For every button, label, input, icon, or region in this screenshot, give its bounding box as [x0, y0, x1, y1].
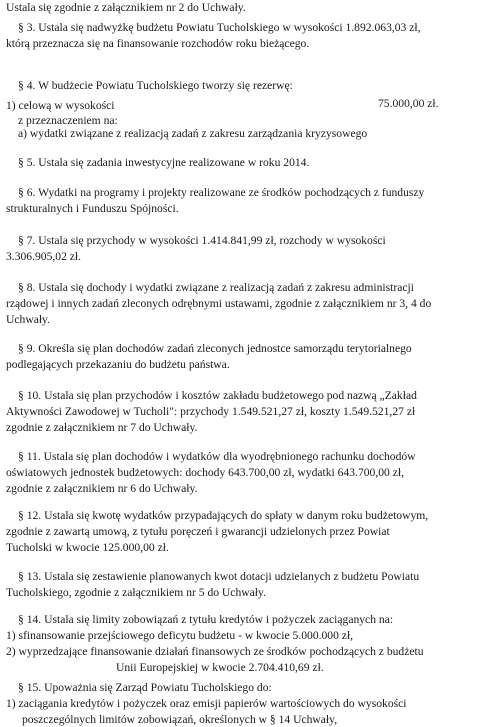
paragraph-3-line-1: § 3. Ustala się nadwyżkę budżetu Powiatu Tucholskiego w wysokości 1.892.063,03 zł, [18, 21, 421, 34]
paragraph-6-line-1: § 6. Wydatki na programy i projekty realizowane ze środków pochodzących z funduszy [18, 186, 425, 199]
paragraph-11-line-3: zgodnie z załącznikiem nr 6 do Uchwały. [6, 482, 198, 495]
reserve-purpose-label: z przeznaczeniem na: [18, 114, 118, 127]
paragraph-4-heading: § 4. W budżecie Powiatu Tucholskiego tworzy się rezerwę: [18, 79, 293, 92]
paragraph-11-line-2: oświatowych jednostek budżetowych: dochody 643.700,00 zł, wydatki 643.700,00 zł, [6, 466, 404, 479]
paragraph-8-line-1: § 8. Ustala się dochody i wydatki związane z realizacją zadań z zakresu administracji [18, 281, 414, 294]
reserve-purpose-item: a) wydatki związane z realizacją zadań z zakresu zarządzania kryzysowego [18, 127, 368, 140]
paragraph-10-line-2: Aktywności Zawodowej w Tucholi": przychody 1.549.521,27 zł, koszty 1.549.521,27 zł [6, 405, 416, 418]
paragraph-15-heading: § 15. Upoważnia się Zarząd Powiatu Tucholskiego do: [18, 681, 272, 694]
paragraph-9-line-2: podlegających przekazaniu do budżetu państwa. [6, 358, 230, 371]
paragraph-13-line-1: § 13. Ustala się zestawienie planowanych kwot dotacji udzielanych z budżetu Powiatu [18, 570, 420, 583]
paragraph-11-line-1: § 11. Ustala się plan dochodów i wydatków dla wyodrębnionego rachunku dochodów [18, 450, 416, 463]
paragraph-8-line-3: Uchwały. [6, 313, 50, 326]
paragraph-7-line-2: 3.306.905,02 zł. [6, 250, 82, 263]
text-line: Ustala się zgodnie z załącznikiem nr 2 do Uchwały. [6, 1, 246, 14]
authorization-item-1-line-1: 1) zaciągania kredytów i pożyczek oraz emisji papierów wartościowych do wysokości [6, 697, 407, 710]
paragraph-12-line-2: zgodnie z zawartą umową, z tytułu poręczeń i gwarancji udzielonych przez Powiat [6, 525, 390, 538]
paragraph-14-heading: § 14. Ustala się limity zobowiązań z tytułu kredytów i pożyczek zaciąganych na: [18, 613, 394, 626]
reserve-item: 1) celową w wysokości [6, 99, 115, 112]
limit-item-2-line-2: Unii Europejskiej w kwocie 2.704.410,69 zł. [116, 661, 324, 674]
reserve-amount: 75.000,00 zł. [378, 97, 439, 110]
paragraph-5: § 5. Ustala się zadania inwestycyjne realizowane w roku 2014. [18, 156, 310, 169]
authorization-item-1-line-2: poszczególnych limitów zobowiązań, określonych w § 14 Uchwały, [22, 713, 338, 726]
limit-item-1: 1) sfinansowanie przejściowego deficytu budżetu - w kwocie 5.000.000 zł, [6, 629, 354, 642]
paragraph-12-line-3: Tucholski w kwocie 125.000,00 zł. [6, 541, 169, 554]
paragraph-10-line-3: zgodnie z załącznikiem nr 7 do Uchwały. [6, 421, 198, 434]
paragraph-7-line-1: § 7. Ustala się przychody w wysokości 1.414.841,99 zł, rozchody w wysokości [18, 234, 386, 247]
paragraph-13-line-2: Tucholskiego, zgodnie z załącznikiem nr 5 do Uchwały. [6, 586, 266, 599]
paragraph-9-line-1: § 9. Określa się plan dochodów zadań zleconych jednostce samorządu terytorialnego [18, 342, 412, 355]
paragraph-12-line-1: § 12. Ustala się kwotę wydatków przypadających do spłaty w danym roku budżetowym, [18, 509, 429, 522]
paragraph-6-line-2: strukturalnych i Funduszu Spójności. [6, 202, 179, 215]
paragraph-8-line-2: rządowej i innych zadań zleconych odrębnymi ustawami, zgodnie z załącznikiem nr 3, 4 do [6, 297, 432, 310]
limit-item-2-line-1: 2) wyprzedzające finansowanie działań finansowych ze środków pochodzących z budżetu [6, 645, 424, 658]
paragraph-3-line-2: którą przeznacza się na finansowanie rozchodów roku bieżącego. [6, 37, 310, 50]
paragraph-10-line-1: § 10. Ustala się plan przychodów i kosztów zakładu budżetowego pod nazwą „Zakład [18, 389, 417, 402]
